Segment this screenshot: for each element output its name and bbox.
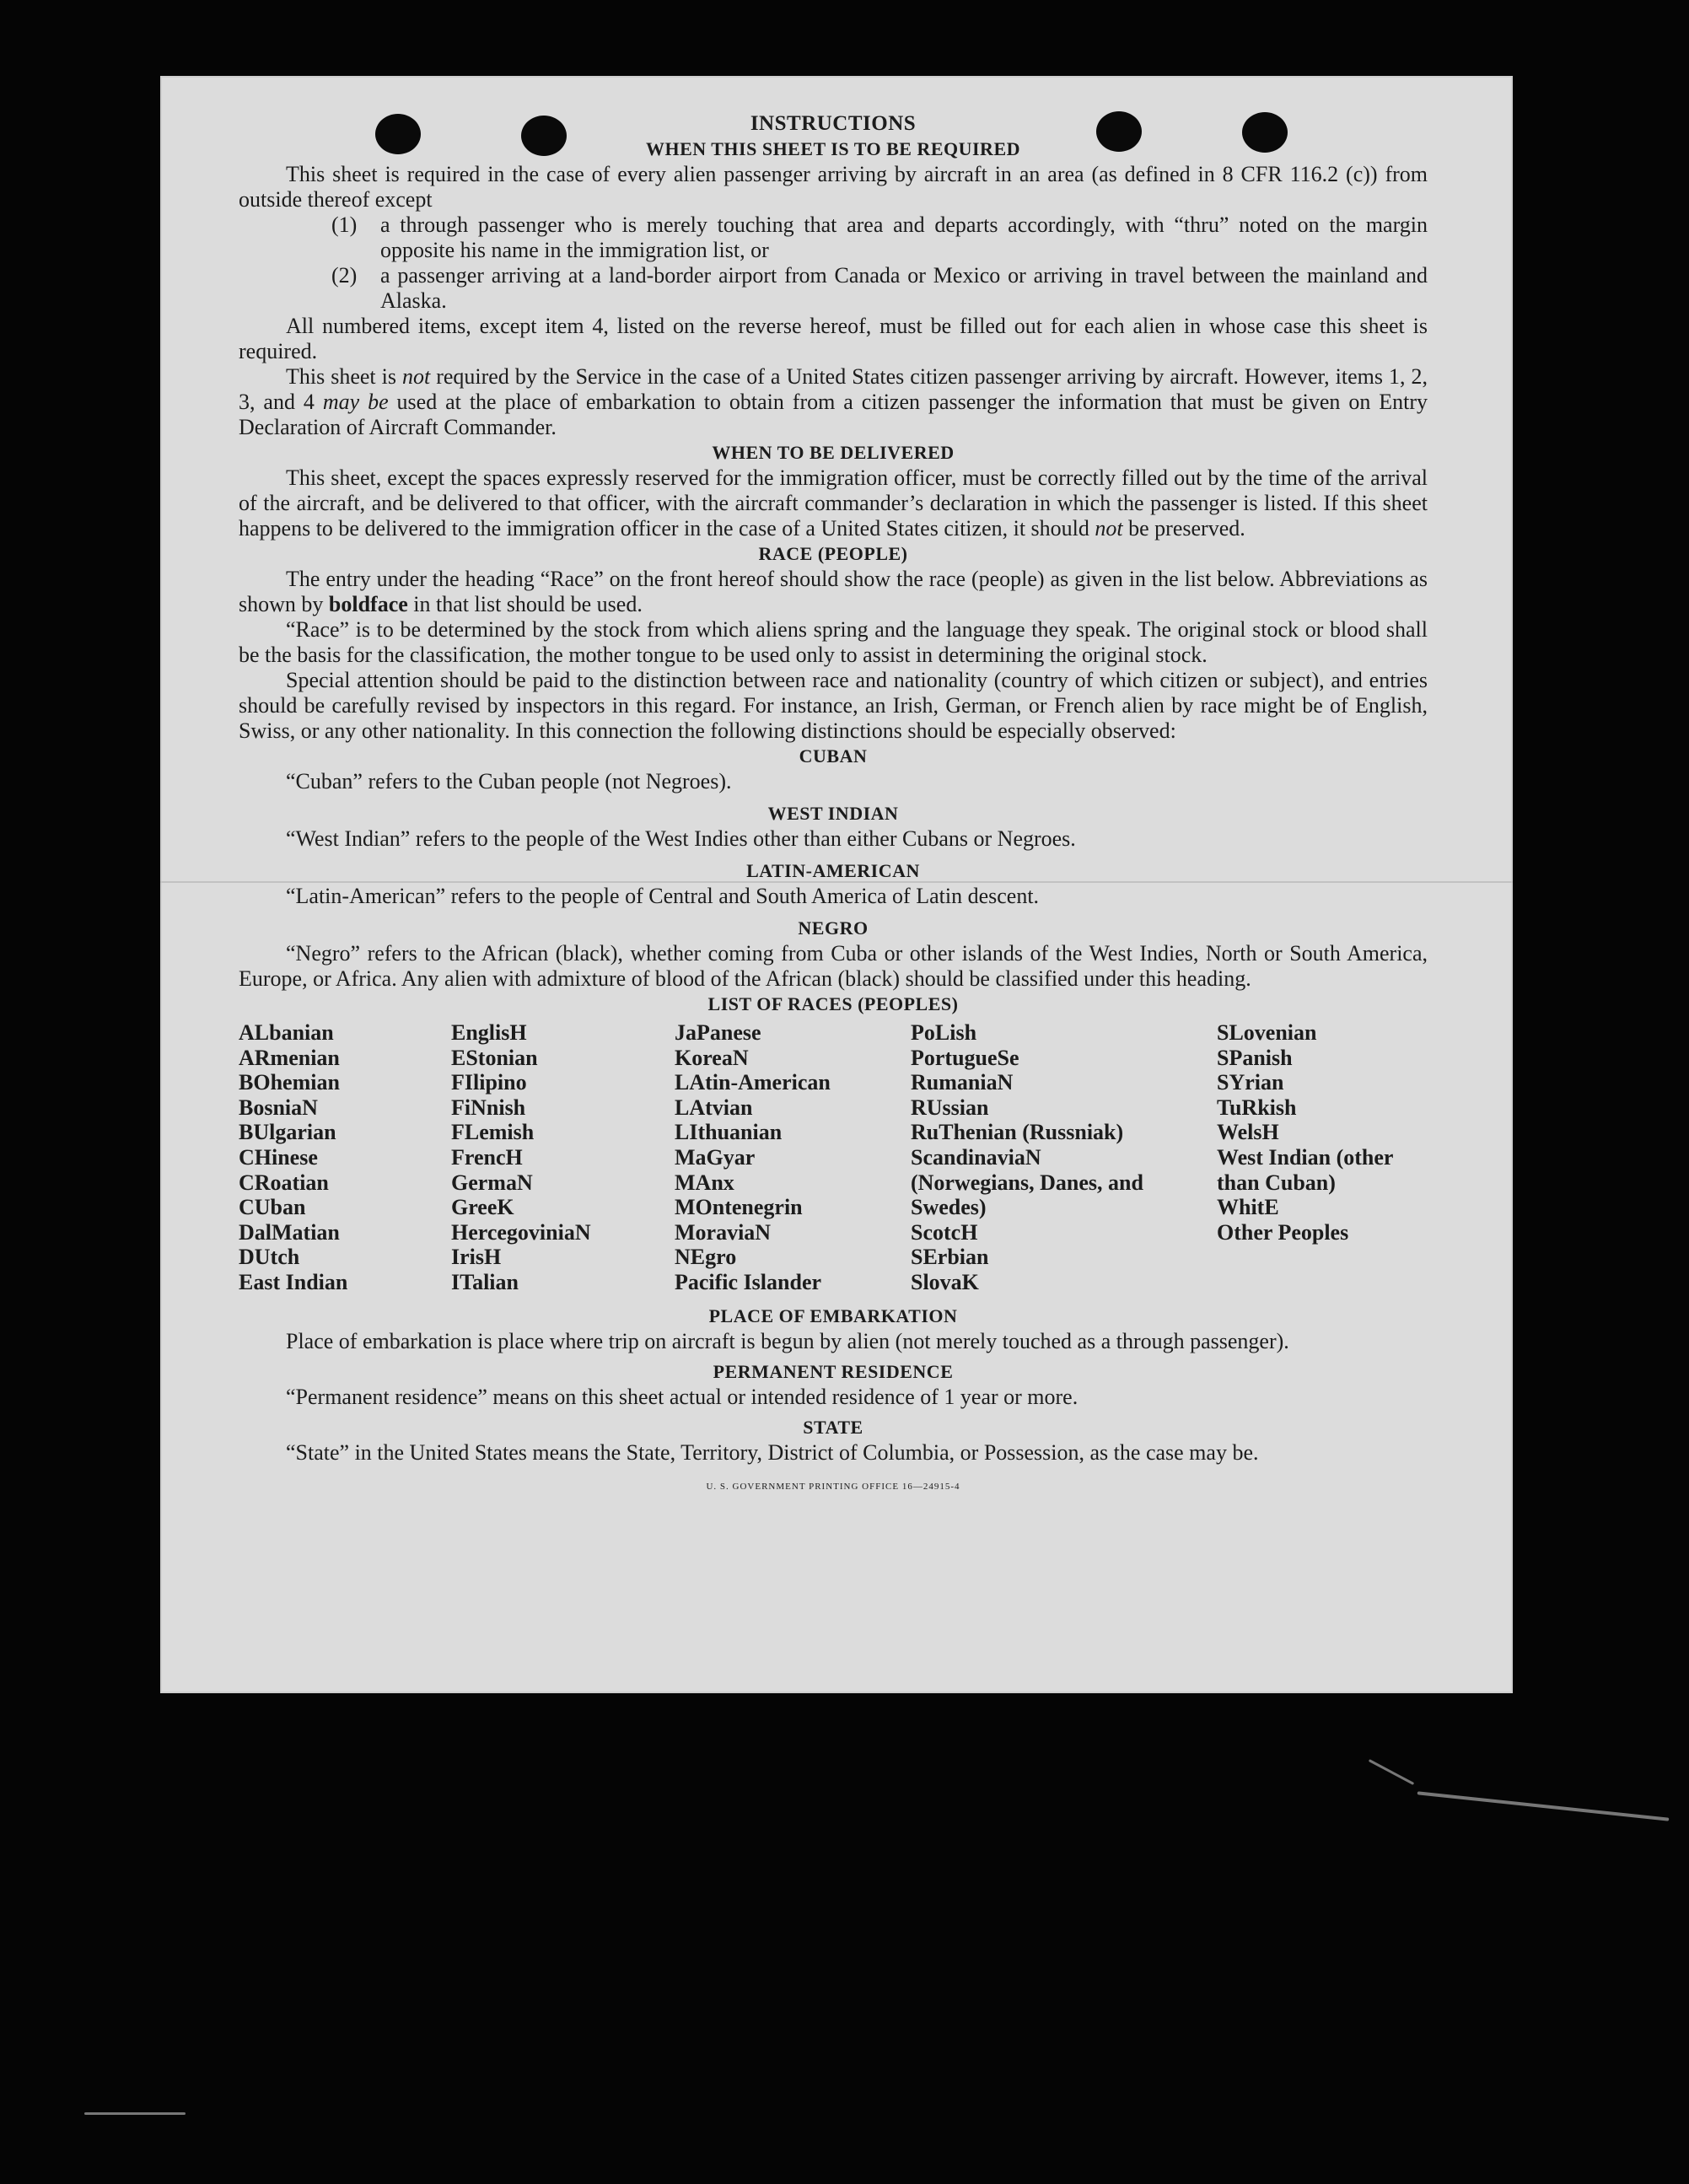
race-entry: GreeK: [451, 1195, 514, 1220]
race-entry: NEgro: [675, 1245, 737, 1270]
race-entry: IrisH: [451, 1245, 502, 1270]
race-entry: SErbian: [911, 1245, 989, 1270]
race-entry: CUban: [239, 1195, 306, 1220]
scanner-streak: [1369, 1759, 1414, 1785]
race-entry: PoLish: [911, 1020, 977, 1045]
section-heading-cuban: CUBAN: [799, 745, 868, 767]
race-entry: LAtin-American: [675, 1070, 831, 1095]
race-entry: FLemish: [451, 1120, 535, 1145]
race-entry: BosniaN: [239, 1095, 318, 1120]
delivered-text: This sheet, except the spaces expressly reserved for the immigration officer, must be correctly filled out by the time of the arrival of the aircraft, and be delivered to that officer, with the aircraft commander’s declaration in which the passenger is listed. If this sheet happens to be delivered to the immigration officer in the case of a United States citizen, it should not be preserved.: [239, 465, 1428, 541]
race-entry: BUlgarian: [239, 1120, 336, 1145]
exception-item-2: [239, 263, 1428, 314]
race-entry: LIthuanian: [675, 1120, 783, 1145]
race-entry: ScandinaviaN (Norwegians, Danes, and Swedes): [911, 1144, 1143, 1220]
scanner-streak: [1417, 1791, 1670, 1821]
races-column-4: [911, 1020, 1164, 1295]
item-text: a passenger arriving at a land-border airport from Canada or Mexico or arriving in travel between the mainland and Alaska.: [380, 263, 1428, 313]
section-heading-races-list: LIST OF RACES (PEOPLES): [707, 993, 959, 1014]
race-entry: WelsH: [1217, 1120, 1279, 1145]
race-entry: ARmenian: [239, 1045, 340, 1070]
required-intro: This sheet is required in the case of every alien passenger arriving by aircraft in an area (as defined in 8 CFR 116.2 (c)) from outside thereof except: [239, 162, 1428, 212]
race-entry: SPanish: [1217, 1045, 1293, 1070]
races-column-3: [675, 1020, 831, 1295]
item-text: a through passenger who is merely touching that area and departs accordingly, with “thru” noted on the margin opposite his name in the immigration list, or: [380, 212, 1428, 262]
exception-item-1: [239, 212, 1428, 263]
race-entry: BOhemian: [239, 1070, 340, 1095]
race-entry: RUssian: [911, 1095, 989, 1120]
race-entry: FrencH: [451, 1144, 523, 1170]
race-paragraph-1: The entry under the heading “Race” on the front hereof should show the race (people) as given in the list below. Abbreviations as shown by boldface in that list should be used.: [239, 567, 1428, 616]
race-entry: DUtch: [239, 1245, 300, 1270]
section-heading-delivered: WHEN TO BE DELIVERED: [712, 442, 955, 463]
residence-text: “Permanent residence” means on this sheet actual or intended residence of 1 year or more.: [286, 1385, 1078, 1409]
embarkation-text: Place of embarkation is place where trip on aircraft is begun by alien (not merely touched as a through passenger).: [286, 1329, 1289, 1353]
race-entry: GermaN: [451, 1170, 533, 1195]
races-column-5: [1217, 1020, 1432, 1245]
race-entry: EnglisH: [451, 1020, 527, 1045]
race-entry: JaPanese: [675, 1020, 761, 1045]
race-entry: SYrian: [1217, 1070, 1284, 1095]
printer-imprint: U. S. GOVERNMENT PRINTING OFFICE 16—24915-4: [706, 1482, 960, 1492]
scanner-streak: [84, 2112, 186, 2115]
section-heading-latin-american: LATIN-AMERICAN: [746, 860, 920, 881]
page-title: INSTRUCTIONS: [750, 112, 917, 135]
races-list: [239, 1020, 1428, 1304]
race-entry: WhitE: [1217, 1195, 1279, 1220]
cuban-text: “Cuban” refers to the Cuban people (not Negroes).: [286, 769, 732, 793]
race-entry: HercegoviniaN: [451, 1219, 591, 1245]
race-paragraph-3: Special attention should be paid to the distinction between race and nationality (country of which citizen or subject), and entries should be carefully revised by inspectors in this regard. For instance, an Irish, German, or French alien by race might be of English, Swiss, or any other nationality. In this connection the following distinctions should be especially observed:: [239, 668, 1428, 743]
item-number: (1): [331, 212, 358, 237]
instructions-content: [239, 111, 1428, 1499]
required-citizen-note: This sheet is not required by the Service in the case of a United States citizen passenger arriving by aircraft. However, items 1, 2, 3, and 4 may be used at the place of embarkation to obtain from a citizen passenger the information that must be given on Entry Declaration of Aircraft Commander.: [239, 364, 1428, 439]
race-entry: MaGyar: [675, 1144, 756, 1170]
race-entry: TuRkish: [1217, 1095, 1297, 1120]
races-column-2: [451, 1020, 591, 1295]
race-entry: East Indian: [239, 1269, 348, 1294]
west-indian-text: “West Indian” refers to the people of the West Indies other than either Cubans or Negroes.: [286, 826, 1076, 851]
negro-text: “Negro” refers to the African (black), whether coming from Cuba or other islands of the West Indies, North or South America, Europe, or Africa. Any alien with admixture of blood of the African (black) should be classified under this heading.: [239, 941, 1428, 991]
race-entry: CRoatian: [239, 1170, 329, 1195]
race-entry: RuThenian (Russniak): [911, 1120, 1124, 1145]
race-entry: FiNnish: [451, 1095, 526, 1120]
section-heading-residence: PERMANENT RESIDENCE: [713, 1361, 954, 1382]
document-sheet: [160, 76, 1513, 1693]
race-entry: Pacific Islander: [675, 1269, 822, 1294]
race-entry: ScotcH: [911, 1219, 978, 1245]
latin-american-text: “Latin-American” refers to the people of Central and South America of Latin descent.: [286, 884, 1040, 908]
section-heading-negro: NEGRO: [798, 917, 869, 939]
required-numbered-items: All numbered items, except item 4, listed on the reverse hereof, must be filled out for each alien in whose case this sheet is required.: [239, 314, 1428, 363]
race-entry: West Indian (other than Cuban): [1217, 1144, 1393, 1195]
race-entry: Other Peoples: [1217, 1219, 1349, 1245]
race-entry: MOntenegrin: [675, 1195, 803, 1220]
section-heading-race: RACE (PEOPLE): [758, 543, 908, 564]
race-entry: LAtvian: [675, 1095, 753, 1120]
race-entry: ITalian: [451, 1269, 519, 1294]
item-number: (2): [331, 263, 358, 288]
section-heading-west-indian: WEST INDIAN: [767, 803, 899, 824]
state-text: “State” in the United States means the State, Territory, District of Columbia, or Possession, as the case may be.: [286, 1440, 1259, 1465]
section-heading-state: STATE: [803, 1417, 863, 1438]
race-entry: EStonian: [451, 1045, 538, 1070]
race-entry: PortugueSe: [911, 1045, 1019, 1070]
race-entry: CHinese: [239, 1144, 318, 1170]
section-heading-required: WHEN THIS SHEET IS TO BE REQUIRED: [645, 138, 1021, 159]
race-entry: SLovenian: [1217, 1020, 1317, 1045]
race-entry: MAnx: [675, 1170, 734, 1195]
section-heading-embarkation: PLACE OF EMBARKATION: [708, 1305, 958, 1326]
race-paragraph-2: “Race” is to be determined by the stock from which aliens spring and the language they speak. The original stock or blood shall be the basis for the classification, the mother tongue to be used only to assist in determining the original stock.: [239, 617, 1428, 667]
race-entry: ALbanian: [239, 1020, 334, 1045]
race-entry: RumaniaN: [911, 1070, 1014, 1095]
race-entry: FIlipino: [451, 1070, 527, 1095]
race-entry: KoreaN: [675, 1045, 749, 1070]
race-entry: SlovaK: [911, 1269, 979, 1294]
race-entry: DalMatian: [239, 1219, 340, 1245]
race-entry: MoraviaN: [675, 1219, 772, 1245]
races-column-1: [239, 1020, 347, 1295]
